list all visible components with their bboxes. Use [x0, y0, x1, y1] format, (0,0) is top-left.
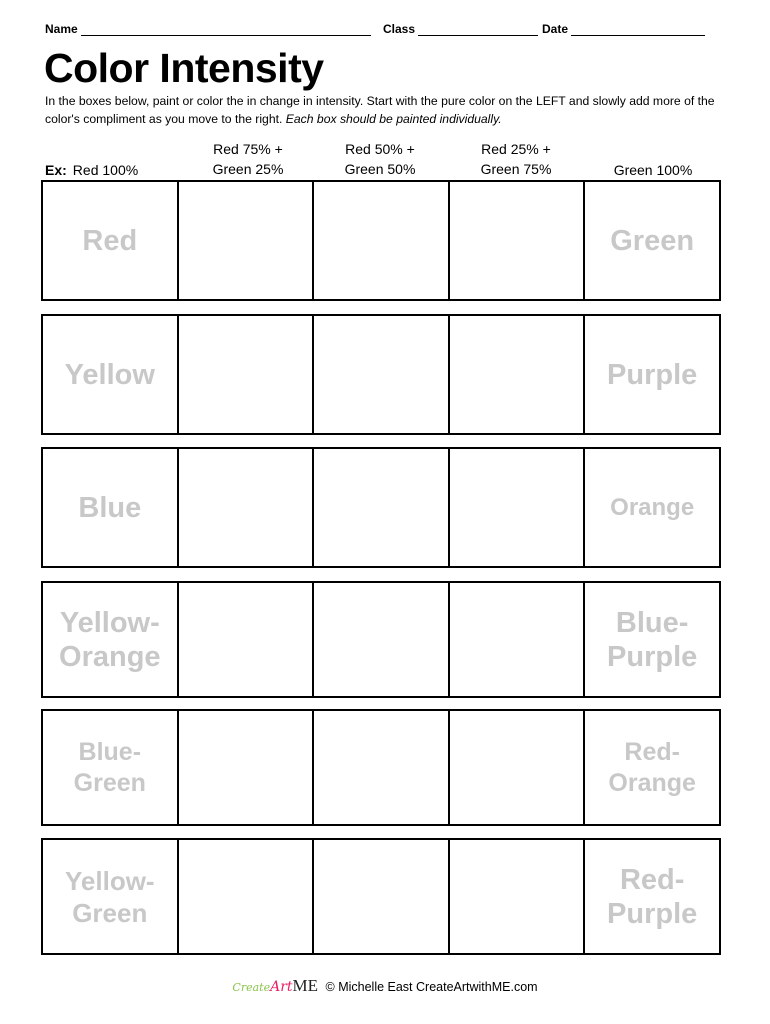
paint-box[interactable]: [450, 840, 586, 953]
logo-me: ME: [292, 976, 319, 995]
paint-box[interactable]: [314, 583, 450, 696]
column-2-line2: Green 25%: [212, 161, 284, 177]
logo-create: Create: [232, 981, 271, 994]
paint-box[interactable]: [585, 583, 719, 696]
right-color-label: Purple: [607, 358, 698, 391]
paint-box[interactable]: [450, 583, 586, 696]
date-blank[interactable]: [571, 23, 705, 36]
paint-box[interactable]: [179, 182, 315, 299]
left-color-label: Blue: [78, 491, 142, 524]
paint-box[interactable]: [314, 182, 450, 299]
name-blank[interactable]: [81, 23, 371, 36]
paint-box[interactable]: [585, 449, 719, 566]
column-header-2: [180, 139, 316, 179]
color-row-5: [41, 709, 721, 826]
paint-box[interactable]: [179, 583, 315, 696]
createartwithme-logo: [232, 976, 318, 996]
paint-box[interactable]: [43, 316, 179, 433]
right-color-label: Orange: [610, 493, 695, 521]
column-header-3: [312, 139, 448, 179]
paint-box[interactable]: [43, 711, 179, 824]
column-3-line2: Green 50%: [344, 161, 416, 177]
paint-box[interactable]: [585, 182, 719, 299]
footer: [0, 976, 770, 996]
logo-art: Art: [270, 979, 293, 995]
column-1-label: Red 100%: [72, 162, 139, 178]
right-color-label: Red- Purple: [607, 863, 698, 930]
name-field[interactable]: [45, 22, 371, 36]
paint-box[interactable]: [585, 711, 719, 824]
left-color-label: Yellow: [64, 358, 155, 391]
left-color-label: Yellow- Green: [65, 865, 155, 928]
paint-box[interactable]: [450, 316, 586, 433]
right-color-label: Red- Orange: [608, 737, 696, 797]
class-field[interactable]: [383, 22, 538, 36]
paint-box[interactable]: [450, 711, 586, 824]
column-header-1: [45, 160, 138, 180]
paint-box[interactable]: [43, 840, 179, 953]
paint-box[interactable]: [179, 840, 315, 953]
ex-label: Ex:: [45, 162, 67, 178]
right-color-label: Green: [610, 224, 695, 257]
column-4-line1: Red 25% +: [481, 141, 551, 157]
copyright-credit: © Michelle East CreateArtwithME.com: [325, 980, 538, 994]
class-label: Class: [383, 22, 416, 36]
paint-box[interactable]: [314, 711, 450, 824]
paint-box[interactable]: [179, 316, 315, 433]
column-header-4: [448, 139, 584, 179]
paint-box[interactable]: [43, 449, 179, 566]
paint-box[interactable]: [314, 449, 450, 566]
page-title: Color Intensity: [44, 45, 324, 91]
paint-box[interactable]: [450, 449, 586, 566]
header-fields: [45, 22, 715, 40]
paint-box[interactable]: [585, 316, 719, 433]
color-row-2: [41, 314, 721, 435]
paint-box[interactable]: [314, 840, 450, 953]
date-label: Date: [542, 22, 569, 36]
paint-box[interactable]: [43, 182, 179, 299]
class-blank[interactable]: [418, 23, 538, 36]
column-header-5: [585, 160, 721, 180]
color-row-1: [41, 180, 721, 301]
name-label: Name: [45, 22, 78, 36]
paint-box[interactable]: [450, 182, 586, 299]
instructions: [45, 92, 735, 128]
paint-box[interactable]: [43, 583, 179, 696]
color-row-4: [41, 581, 721, 698]
color-row-3: [41, 447, 721, 568]
paint-box[interactable]: [179, 711, 315, 824]
column-2-line1: Red 75% +: [213, 141, 283, 157]
right-color-label: Blue- Purple: [607, 606, 698, 673]
paint-box[interactable]: [314, 316, 450, 433]
paint-box[interactable]: [585, 840, 719, 953]
left-color-label: Red: [82, 224, 138, 257]
date-field[interactable]: [542, 22, 705, 36]
instructions-main: In the boxes below, paint or color the in change in intensity. Start with the pure color on the LEFT and slowly add more of the color's compliment as you move to the right.: [45, 94, 715, 126]
instructions-emphasis: Each box should be painted individually.: [285, 112, 502, 126]
column-5-label: Green 100%: [613, 162, 693, 178]
column-3-line1: Red 50% +: [345, 141, 415, 157]
column-4-line2: Green 75%: [480, 161, 552, 177]
color-row-6: [41, 838, 721, 955]
paint-box[interactable]: [179, 449, 315, 566]
left-color-label: Blue- Green: [73, 737, 146, 797]
left-color-label: Yellow- Orange: [59, 606, 161, 673]
